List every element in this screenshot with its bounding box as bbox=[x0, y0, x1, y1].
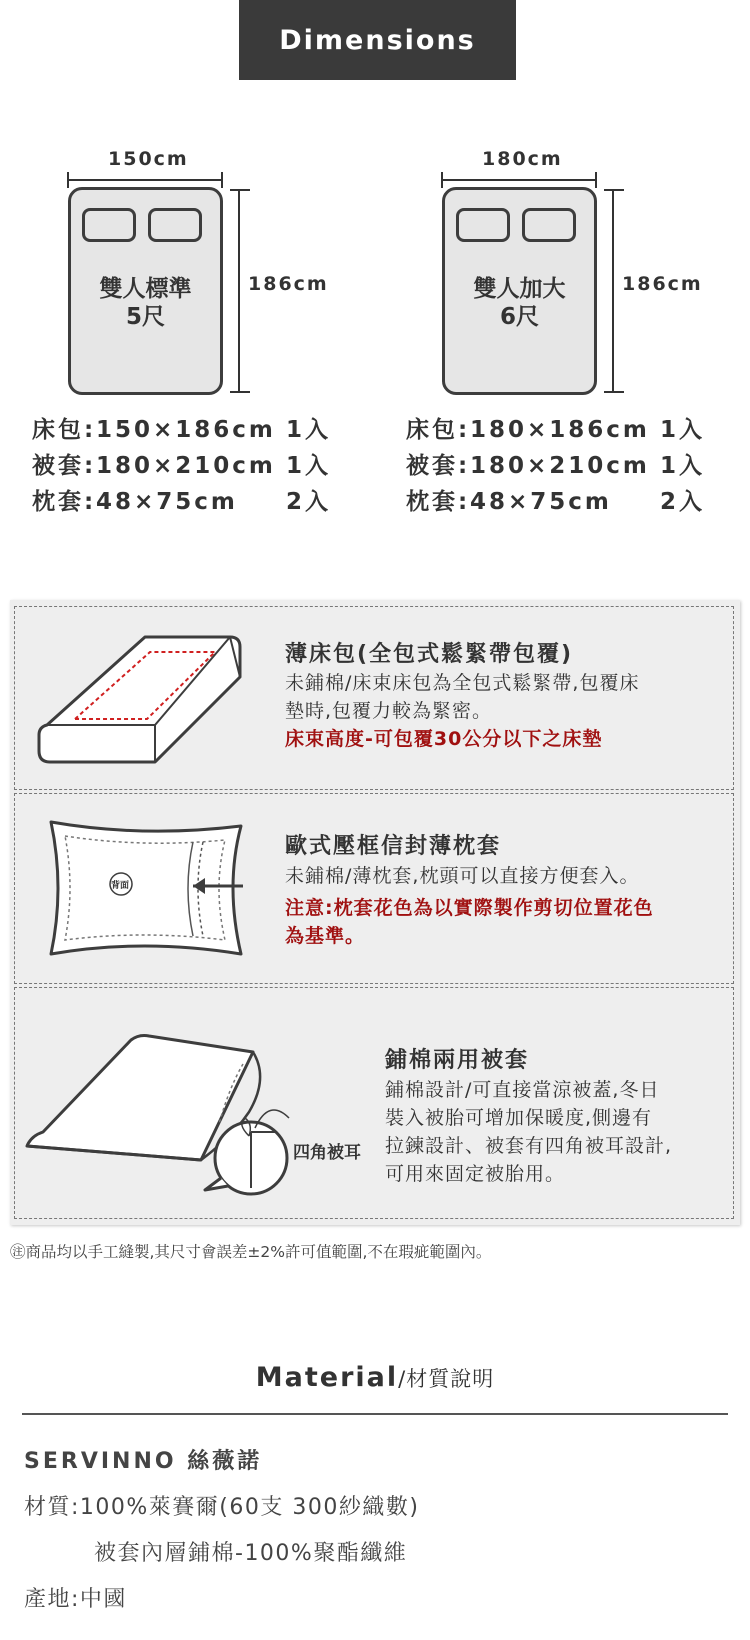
dimensions-title: Dimensions bbox=[239, 0, 516, 80]
spec-size: 150×186cm bbox=[96, 417, 276, 443]
feature-desc-line: 拉鍊設計、被套有四角被耳設計, bbox=[385, 1135, 673, 1157]
fitted-sheet-icon bbox=[35, 627, 245, 772]
feature-desc-line: 未鋪棉/薄枕套,枕頭可以直接方便套入。 bbox=[285, 865, 640, 887]
bed-width-label: 150cm bbox=[108, 148, 189, 170]
spec-size: 48×75cm bbox=[96, 489, 238, 515]
feature-desc-line: 裝入被胎可增加保暖度,側邊有 bbox=[385, 1107, 653, 1129]
bed-name: 雙人標準 bbox=[99, 276, 192, 302]
spec-size: 180×186cm bbox=[470, 417, 650, 443]
feature-desc-line: 可用來固定被胎用。 bbox=[385, 1163, 566, 1185]
spec-qty: 2入 bbox=[286, 489, 332, 515]
bed-name: 雙人加大 bbox=[473, 276, 566, 302]
feature-desc-line: 鋪棉設計/可直接當涼被蓋,冬日 bbox=[385, 1079, 660, 1101]
material-fabric: 材質:100%萊賽爾(60支 300紗織數) bbox=[24, 1495, 420, 1520]
feature-title: 歐式壓框信封薄枕套 bbox=[285, 834, 502, 859]
spec-item: 枕套: bbox=[32, 489, 97, 515]
material-origin: 產地:中國 bbox=[24, 1587, 127, 1612]
material-title-zh: /材質說明 bbox=[398, 1367, 495, 1391]
bed-length-label: 186cm bbox=[248, 273, 329, 295]
pillow-shape bbox=[148, 208, 202, 242]
material-filling: 被套內層鋪棉-100%聚酯纖維 bbox=[94, 1541, 408, 1566]
disclaimer-note: ㊟商品均以手工縫製,其尺寸會誤差±2%許可值範圍,不在瑕疵範圍內。 bbox=[10, 1243, 492, 1261]
bed-size: 6尺 bbox=[499, 304, 539, 330]
spec-item: 被套: bbox=[406, 453, 471, 479]
feature-warning-line: 床束高度-可包覆30公分以下之床墊 bbox=[285, 728, 603, 750]
bed-outline bbox=[442, 187, 597, 395]
spec-item: 床包: bbox=[32, 417, 97, 443]
pillow-back-label: 背面 bbox=[111, 881, 130, 891]
feature-title: 薄床包(全包式鬆緊帶包覆) bbox=[285, 642, 574, 667]
spec-qty: 1入 bbox=[660, 453, 706, 479]
feature-title: 鋪棉兩用被套 bbox=[385, 1048, 530, 1073]
feature-warning-line: 為基準。 bbox=[285, 925, 366, 947]
pillow-shape bbox=[522, 208, 576, 242]
bed-outline bbox=[68, 187, 223, 395]
feature-duvet-cover bbox=[14, 987, 734, 1219]
feature-warning-line: 注意:枕套花色為以實際製作剪切位置花色 bbox=[285, 897, 654, 919]
feature-fitted-sheet bbox=[14, 606, 734, 790]
spec-size: 180×210cm bbox=[96, 453, 276, 479]
bed-size: 5尺 bbox=[125, 304, 165, 330]
spec-item: 被套: bbox=[32, 453, 97, 479]
pillowcase-icon bbox=[43, 814, 258, 964]
feature-panel bbox=[10, 600, 740, 1225]
material-title-en: Material bbox=[255, 1362, 399, 1393]
bed-width-label: 180cm bbox=[482, 148, 563, 170]
material-heading bbox=[0, 1362, 750, 1393]
pillow-shape bbox=[456, 208, 510, 242]
divider bbox=[22, 1413, 728, 1415]
duvet-corner-label: 四角被耳 bbox=[293, 1143, 361, 1163]
spec-qty: 1入 bbox=[286, 417, 332, 443]
spec-size: 180×210cm bbox=[470, 453, 650, 479]
spec-qty: 1入 bbox=[286, 453, 332, 479]
feature-desc-line: 未鋪棉/床束床包為全包式鬆緊帶,包覆床 bbox=[285, 672, 640, 694]
duvet-cover-icon bbox=[23, 1028, 293, 1208]
spec-item: 枕套: bbox=[406, 489, 471, 515]
spec-qty: 2入 bbox=[660, 489, 706, 515]
bed-length-label: 186cm bbox=[622, 273, 703, 295]
spec-size: 48×75cm bbox=[470, 489, 612, 515]
pillow-shape bbox=[82, 208, 136, 242]
spec-item: 床包: bbox=[406, 417, 471, 443]
feature-desc-line: 墊時,包覆力較為緊密。 bbox=[285, 700, 493, 722]
spec-qty: 1入 bbox=[660, 417, 706, 443]
brand-name: SERVINNO 絲薇諾 bbox=[24, 1449, 263, 1474]
feature-pillowcase bbox=[14, 793, 734, 984]
